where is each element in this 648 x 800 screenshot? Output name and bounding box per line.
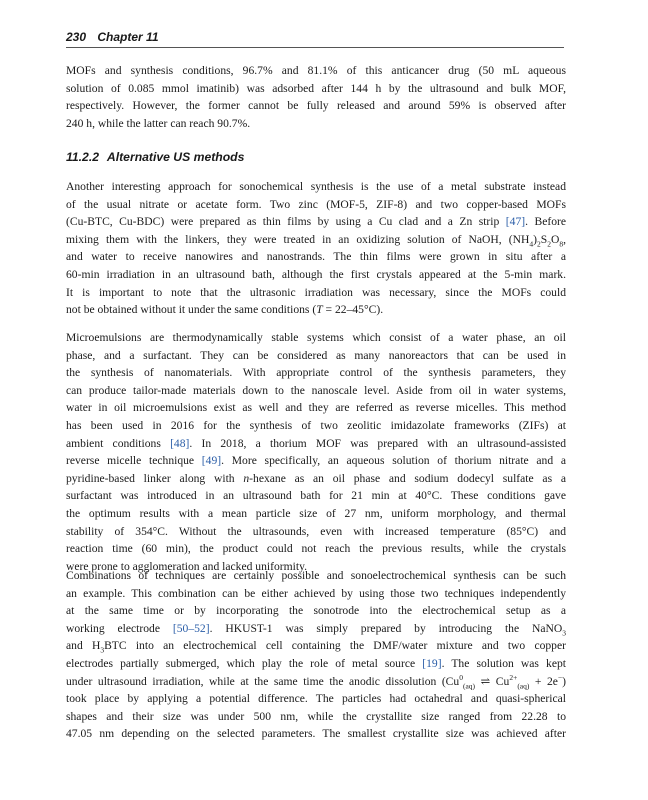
text-line: were prone to agglomeration and lacked uniformity. [66, 559, 308, 573]
citation-link[interactable]: [19] [422, 656, 442, 670]
text-line: (Cu-BTC, Cu-BDC) were prepared as thin films by using a Cu clad and a Zn strip [47]. Before [66, 215, 567, 229]
text-line: and water to receive nanowires and nanostrands. The thin films were grown in situ after a [66, 250, 566, 264]
citation-link[interactable]: [47] [505, 215, 526, 229]
text-line: Microemulsions are thermodynamically stable systems which consist of a water phase, an oil [66, 331, 566, 344]
section-heading [66, 150, 244, 164]
text-line: working electrode [50–52]. HKUST-1 was simply prepared by introducing the NaNO$_3$ [66, 621, 566, 638]
text-line: reaction time (60 min), the product could not reach the previous results, while the crystals [66, 542, 566, 556]
text-line: the optimum results with a mean particle size of 27 nm, uniform morphology, and thermal [66, 506, 566, 520]
text-line: solution of 0.085 mmol imatinib) was adsorbed after 144 h by the ultrasound and bulk MOF, [66, 81, 566, 95]
text-line: of the usual nitrate or acetate form. Two zinc (MOF-5, ZIF-8) and two copper-based MOFs [66, 197, 566, 211]
text-line: under ultrasound irradiation, while at the same time the anodic dissolution ($Cu^0_{(aq)}$ ⇌ $Cu^{2+}_{(aq)} + 2e^-$) [66, 672, 567, 690]
paragraph-2 [66, 178, 566, 319]
section-title: Alternative US methods [106, 150, 245, 164]
chapter-label: Chapter 11 [97, 30, 159, 44]
text-line: respectively. However, the former cannot be fully released and around 59% is observed after [66, 99, 566, 113]
text-line: surfactant was introduced in an ultrasound bath for 21 min at 40°C. These conditions gave [66, 489, 566, 503]
text-line: MOFs and synthesis conditions, 96.7% and 81.1% of this anticancer drug (50 mL aqueous [66, 64, 566, 77]
text-line: an example. This combination can be either achieved by using those two techniques independently [66, 586, 566, 600]
text-line: 240 h, while the latter can reach 90.7%. [66, 116, 251, 130]
citation-link[interactable]: [49] [201, 454, 222, 468]
text-line: 60-min irradiation in an ultrasound bath, although the first crystals appeared at the 5-min mark. [66, 267, 566, 281]
text-line: at the same time or by incorporating the sonotrode into the electrochemical setup as a [66, 604, 566, 618]
text-line: Another interesting approach for sonochemical synthesis is the use of a metal substrate instead [66, 180, 566, 193]
citation-link[interactable]: [50–52] [172, 621, 210, 635]
text-line: and $H_3BTC$ into an electrochemical cell containing the DMF/water mixture and two copper [66, 639, 566, 655]
text-line: stability of 354°C. Without the ultrasounds, even with increased temperature (85°C) and [66, 524, 566, 538]
text-line: Combinations of techniques are certainly possible and sonoelectrochemical synthesis can be such [66, 569, 566, 582]
citation-link[interactable]: [48] [170, 436, 190, 450]
text-line: took place by applying a potential difference. The particles had octahedral and quasi-spherical [66, 692, 566, 706]
page-number: 230 [66, 30, 87, 44]
text-line: reverse micelle technique [49]. More specifically, an aqueous solution of thorium nitrate and a [66, 454, 566, 468]
text-line: has been used in 2016 for the synthesis of two zeolitic imidazolate frameworks (ZIFs) at [66, 418, 566, 432]
paragraph-3 [66, 329, 566, 575]
text-line: can produce tailor-made materials down to the nanoscale level. Aside from oil in water systems, [66, 383, 566, 397]
section-number: 11.2.2 [66, 150, 99, 164]
text-line: the synthesis of nanomaterials. With appropriate control of the synthesis parameters, they [66, 366, 566, 380]
text-line: ambient conditions [48]. In 2018, a thorium MOF was prepared with an ultrasound-assisted [66, 436, 567, 450]
text-line: pyridine-based linker along with n-hexane as an oil phase and sodium dodecyl sulfate as a [66, 471, 566, 485]
header-rule [66, 47, 564, 48]
paragraph-4 [66, 567, 566, 743]
text-line: 47.05 nm depending on the selected parameters. The smallest crystallite size was achieved after [66, 727, 566, 741]
text-line: phase, and a surfactant. They can be considered as many nanoreactors that can be used in [66, 348, 566, 362]
text-line: mixing them with the linkers, they were treated in an oxidizing solution of NaOH, $(NH_4)_2S_2O_8$, [66, 232, 566, 249]
text-line: not be obtained without it under the same conditions (T = 22–45°C). [66, 303, 384, 317]
paragraph-1 [66, 62, 566, 132]
text-line: shapes and their size was under 500 nm, while the crystallite size ranged from 22.28 to [66, 709, 566, 723]
text-line: electrodes partially submerged, which play the role of metal source [19]. The solution was kept [66, 656, 566, 670]
text-line: water in oil microemulsions exist as well and they are referred as reverse micelles. This method [66, 401, 566, 415]
text-line: It is important to note that the ultrasonic irradiation was necessary, since the MOFs could [66, 285, 566, 299]
